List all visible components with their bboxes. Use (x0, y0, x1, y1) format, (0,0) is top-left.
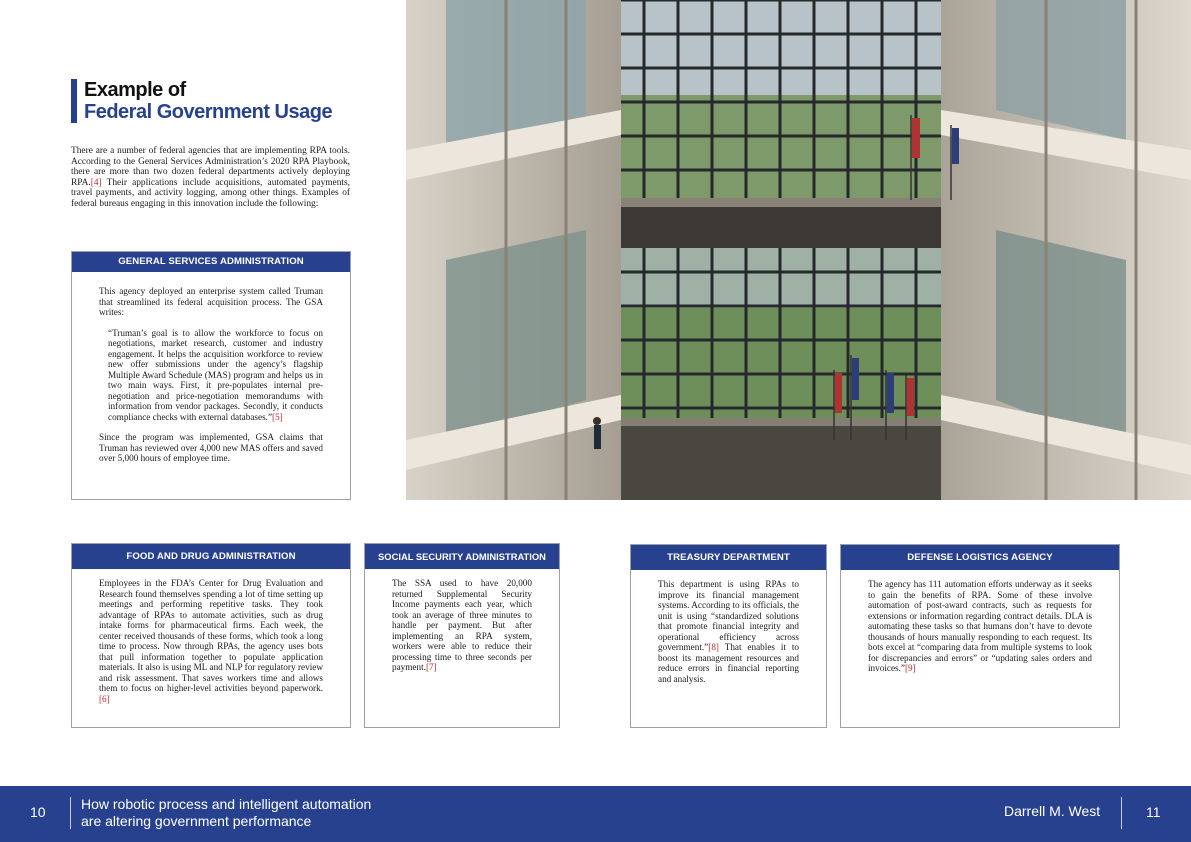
gsa-quote-text: “Truman’s goal is to allow the workforce to focus on negotiations, market research, customer and industry engagement. It helps the acquisition workforce to review new offer submissions under the agency’s flagship Multiple Award Schedule (MAS) program and helps us in two main ways. First, it pre-populates internal pre-negotiation and price-negotiation memorandums with information from vendor packages. Secondly, it conducts compliance checks with external databases.” (108, 327, 323, 422)
treasury-card-body (631, 570, 826, 684)
page-number-left: 10 (30, 804, 46, 820)
page-footer (0, 786, 1191, 842)
footnote-ref-9[interactable]: [9] (905, 663, 916, 673)
ssa-card (364, 543, 560, 728)
gsa-quote (108, 328, 323, 423)
footnote-ref-5[interactable]: [5] (272, 411, 283, 422)
section-title-line2: Federal Government Usage (84, 101, 333, 123)
gsa-card (71, 251, 351, 500)
gsa-paragraph-1: This agency deployed an enterprise system called Truman that streamlined its federal acquisition process. The GSA writes: (99, 286, 323, 317)
fda-card (71, 543, 351, 728)
treasury-text-after: That enables it to boost its management resources and reduce errors in financial reporting and analysis. (658, 642, 799, 684)
ssa-text: The SSA used to have 20,000 returned Supplemental Security Income payments each year, which took an average of three minutes to handle per payment. But after implementing an RPA system, workers were able to reduce their processing time to three seconds per payment. (392, 578, 532, 672)
intro-text-after: Their applications include acquisitions, automated payments, travel payments, and activity logging, among other things. Examples of federal bureaus engaging in this innovation include the following: (71, 177, 350, 209)
footnote-ref-8[interactable]: [8] (708, 642, 719, 652)
treasury-text: This department is using RPAs to improve its financial management systems. According to its officials, the unit is using “standardized solutions that promote financial integrity and operational efficiency across government.” (658, 579, 799, 652)
section-title (71, 79, 332, 123)
fda-card-body (72, 569, 350, 704)
ssa-card-header: SOCIAL SECURITY ADMINISTRATION (365, 544, 559, 569)
intro-paragraph (71, 146, 350, 210)
footer-title-line1: How robotic process and intelligent automation (81, 796, 372, 812)
treasury-card-header: TREASURY DEPARTMENT (631, 545, 826, 570)
footer-document-title (81, 796, 371, 829)
footer-title-line2: are altering government performance (81, 812, 312, 829)
dla-card-body (841, 570, 1119, 674)
footnote-ref-6[interactable]: [6] (99, 693, 110, 704)
intro-text: There are a number of federal agencies that are implementing RPA tools. According to the General Services Administration’s 2020 RPA Playbook, there are more than two dozen federal departments actively deploying RPA. (71, 146, 350, 188)
footer-divider-left (70, 797, 71, 829)
ssa-card-body (365, 569, 559, 673)
fda-card-header: FOOD AND DRUG ADMINISTRATION (72, 544, 350, 569)
section-title-line1: Example of (84, 79, 186, 101)
dla-text: The agency has 111 automation efforts underway as it seeks to gain the benefits of RPA. Some of these involve automation of post-award contracts, such as requests for extensions or information regarding contract details. DLA is automating these tasks so that humans don’t have to devote thousands of hours manually responding to each request. Its bots excel at “comparing data from multiple systems to look for discrepancies and errors” or “updating sales orders and invoices.” (868, 579, 1092, 673)
page-number-right: 11 (1146, 804, 1161, 820)
treasury-card (630, 544, 827, 728)
footnote-ref-7[interactable]: [7] (425, 662, 437, 672)
footer-author: Darrell M. West (1004, 803, 1101, 819)
footer-divider-right (1121, 797, 1122, 829)
dla-card (840, 544, 1120, 728)
gsa-paragraph-2: Since the program was implemented, GSA claims that Truman has reviewed over 4,000 new MAS offers and saved over 5,000 hours of employee time. (99, 432, 323, 463)
gsa-card-header: GENERAL SERVICES ADMINISTRATION (72, 252, 350, 272)
gsa-card-body (72, 272, 350, 464)
footnote-ref-4[interactable]: [4] (90, 177, 102, 188)
dla-card-header: DEFENSE LOGISTICS AGENCY (841, 545, 1119, 570)
fda-text: Employees in the FDA’s Center for Drug Evaluation and Research found themselves spending a lot of time setting up meetings and performing repetitive tasks. They took advantage of RPAs to automate activities, such as drug intake forms for pharmaceutical firms. Each week, the center received thousands of these forms, which took a long time to process. Now through RPAs, the agency uses bots that pull information together to populate application materials. It also is using ML and NLP for regulatory review and risk assessment. That saves workers time and allows them to focus on higher-level activities beyond paperwork. (99, 578, 323, 693)
atrium-photo (406, 0, 1191, 500)
